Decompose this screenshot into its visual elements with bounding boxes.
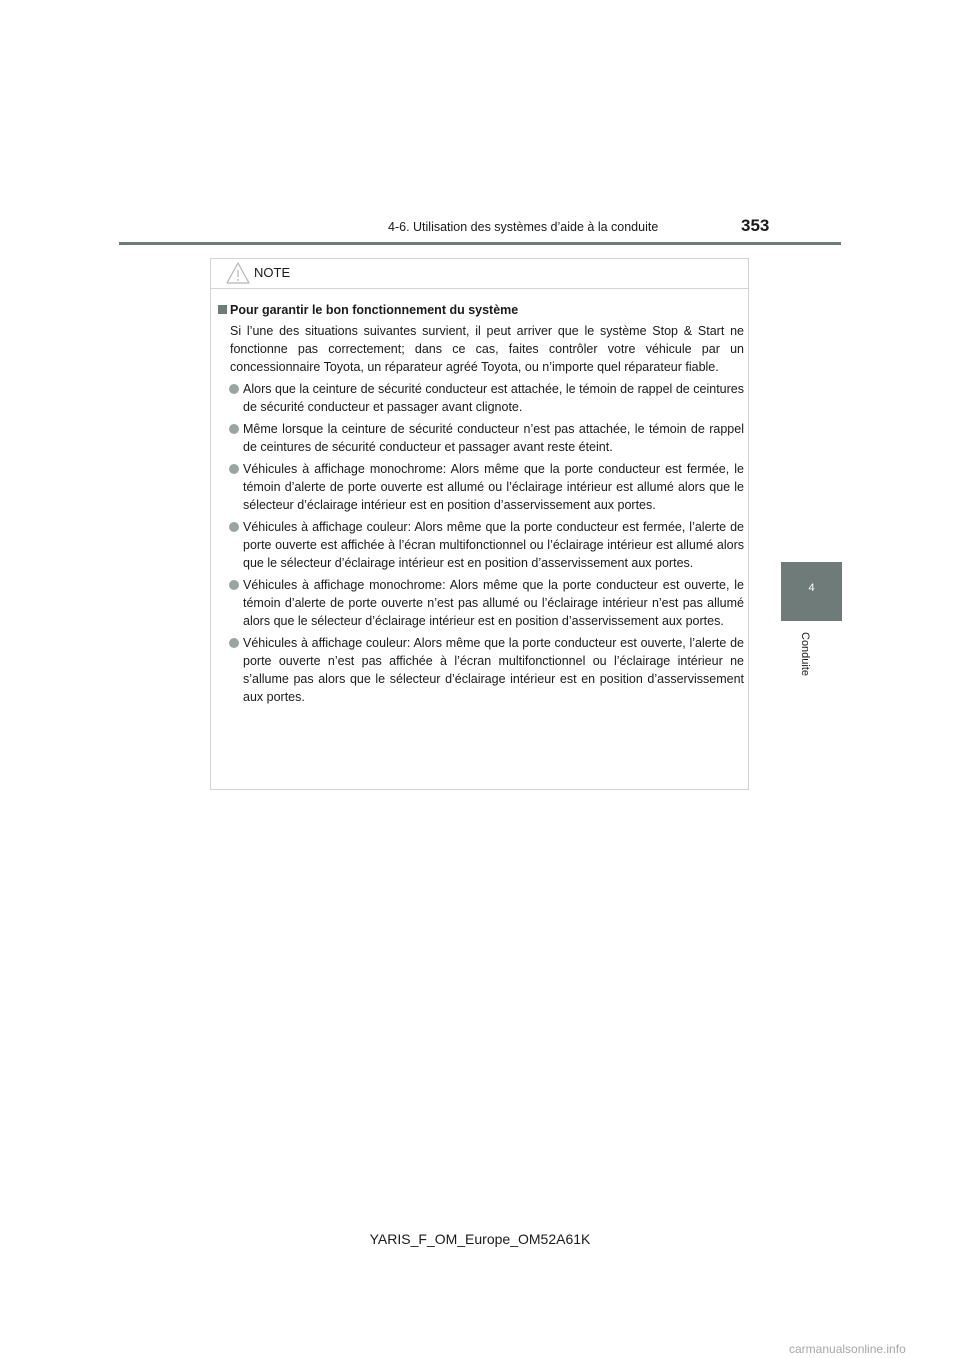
list-item-text: Véhicules à affichage couleur: Alors même que la porte conducteur est fermée, l’alerte de porte ouverte est affichée à l’écran multifonctionnel ou l’éclairage intérieur est allumé alors que le sélecteur d’éclairage intérieur est en position d’asservissement aux portes.: [243, 520, 744, 570]
chapter-number: 4: [808, 582, 815, 594]
chapter-label: Conduite: [799, 632, 811, 677]
page-number: 353: [741, 216, 770, 235]
list-item-text: Véhicules à affichage monochrome: Alors même que la porte conducteur est ouverte, le témoin d’alerte de porte ouverte n’est pas allumé ou l’éclairage intérieur n’est pas allumé alors que le sélecteur d’éclairage intérieur est en position d’asservissement aux portes.: [243, 578, 744, 628]
section-heading-text: Pour garantir le bon fonctionnement du système: [230, 303, 519, 317]
list-item-text: Alors que la ceinture de sécurité conducteur est attachée, le témoin de rappel de ceintures de sécurité conducteur et passager avant clignote.: [243, 382, 744, 414]
note-title: NOTE: [254, 265, 291, 280]
warning-triangle-icon: [225, 261, 251, 285]
bullet-dot-icon: [229, 580, 239, 590]
list-item: [218, 460, 744, 514]
watermark-link[interactable]: carmanualsonline.info: [789, 1342, 906, 1356]
bullet-dot-icon: [229, 464, 239, 474]
bullet-list: [218, 380, 744, 706]
section-heading: [218, 301, 744, 319]
note-body: [218, 301, 744, 710]
list-item-text: Véhicules à affichage couleur: Alors même que la porte conducteur est ouverte, l’alerte de porte ouverte n’est pas affichée à l’écran multifonctionnel ou l’éclairage intérieur ne s’allume pas alors que le sélecteur d’éclairage intérieur est en position d’asservissement aux portes.: [243, 636, 744, 704]
list-item: [218, 576, 744, 630]
intro-paragraph: Si l’une des situations suivantes survient, il peut arriver que le système Stop & Start ne fonctionne pas correctement; dans ce cas, faites contrôler votre véhicule par un concessionnaire Toyota, un réparateur agréé Toyota, ou n’importe quel réparateur fiable.: [230, 324, 744, 374]
list-item: [218, 420, 744, 456]
bullet-dot-icon: [229, 384, 239, 394]
square-bullet-icon: [218, 305, 227, 314]
chapter-tab: [781, 562, 842, 621]
section-title: 4-6. Utilisation des systèmes d’aide à la conduite: [388, 220, 659, 234]
bullet-dot-icon: [229, 638, 239, 648]
bullet-dot-icon: [229, 522, 239, 532]
note-header: [211, 259, 748, 289]
header-rule: [119, 242, 841, 245]
list-item-text: Véhicules à affichage monochrome: Alors même que la porte conducteur est fermée, le témoin d’alerte de porte ouverte est allumé ou l’éclairage intérieur est allumé alors que le sélecteur d’éclairage intérieur est en position d’asservissement aux portes.: [243, 462, 744, 512]
footer-doc-id: YARIS_F_OM_Europe_OM52A61K: [369, 1231, 591, 1247]
note-box: [210, 258, 749, 790]
bullet-dot-icon: [229, 424, 239, 434]
list-item: [218, 380, 744, 416]
list-item: [218, 634, 744, 706]
list-item-text: Même lorsque la ceinture de sécurité conducteur n’est pas attachée, le témoin de rappel de ceintures de sécurité conducteur et passager avant reste éteint.: [243, 422, 744, 454]
list-item: [218, 518, 744, 572]
